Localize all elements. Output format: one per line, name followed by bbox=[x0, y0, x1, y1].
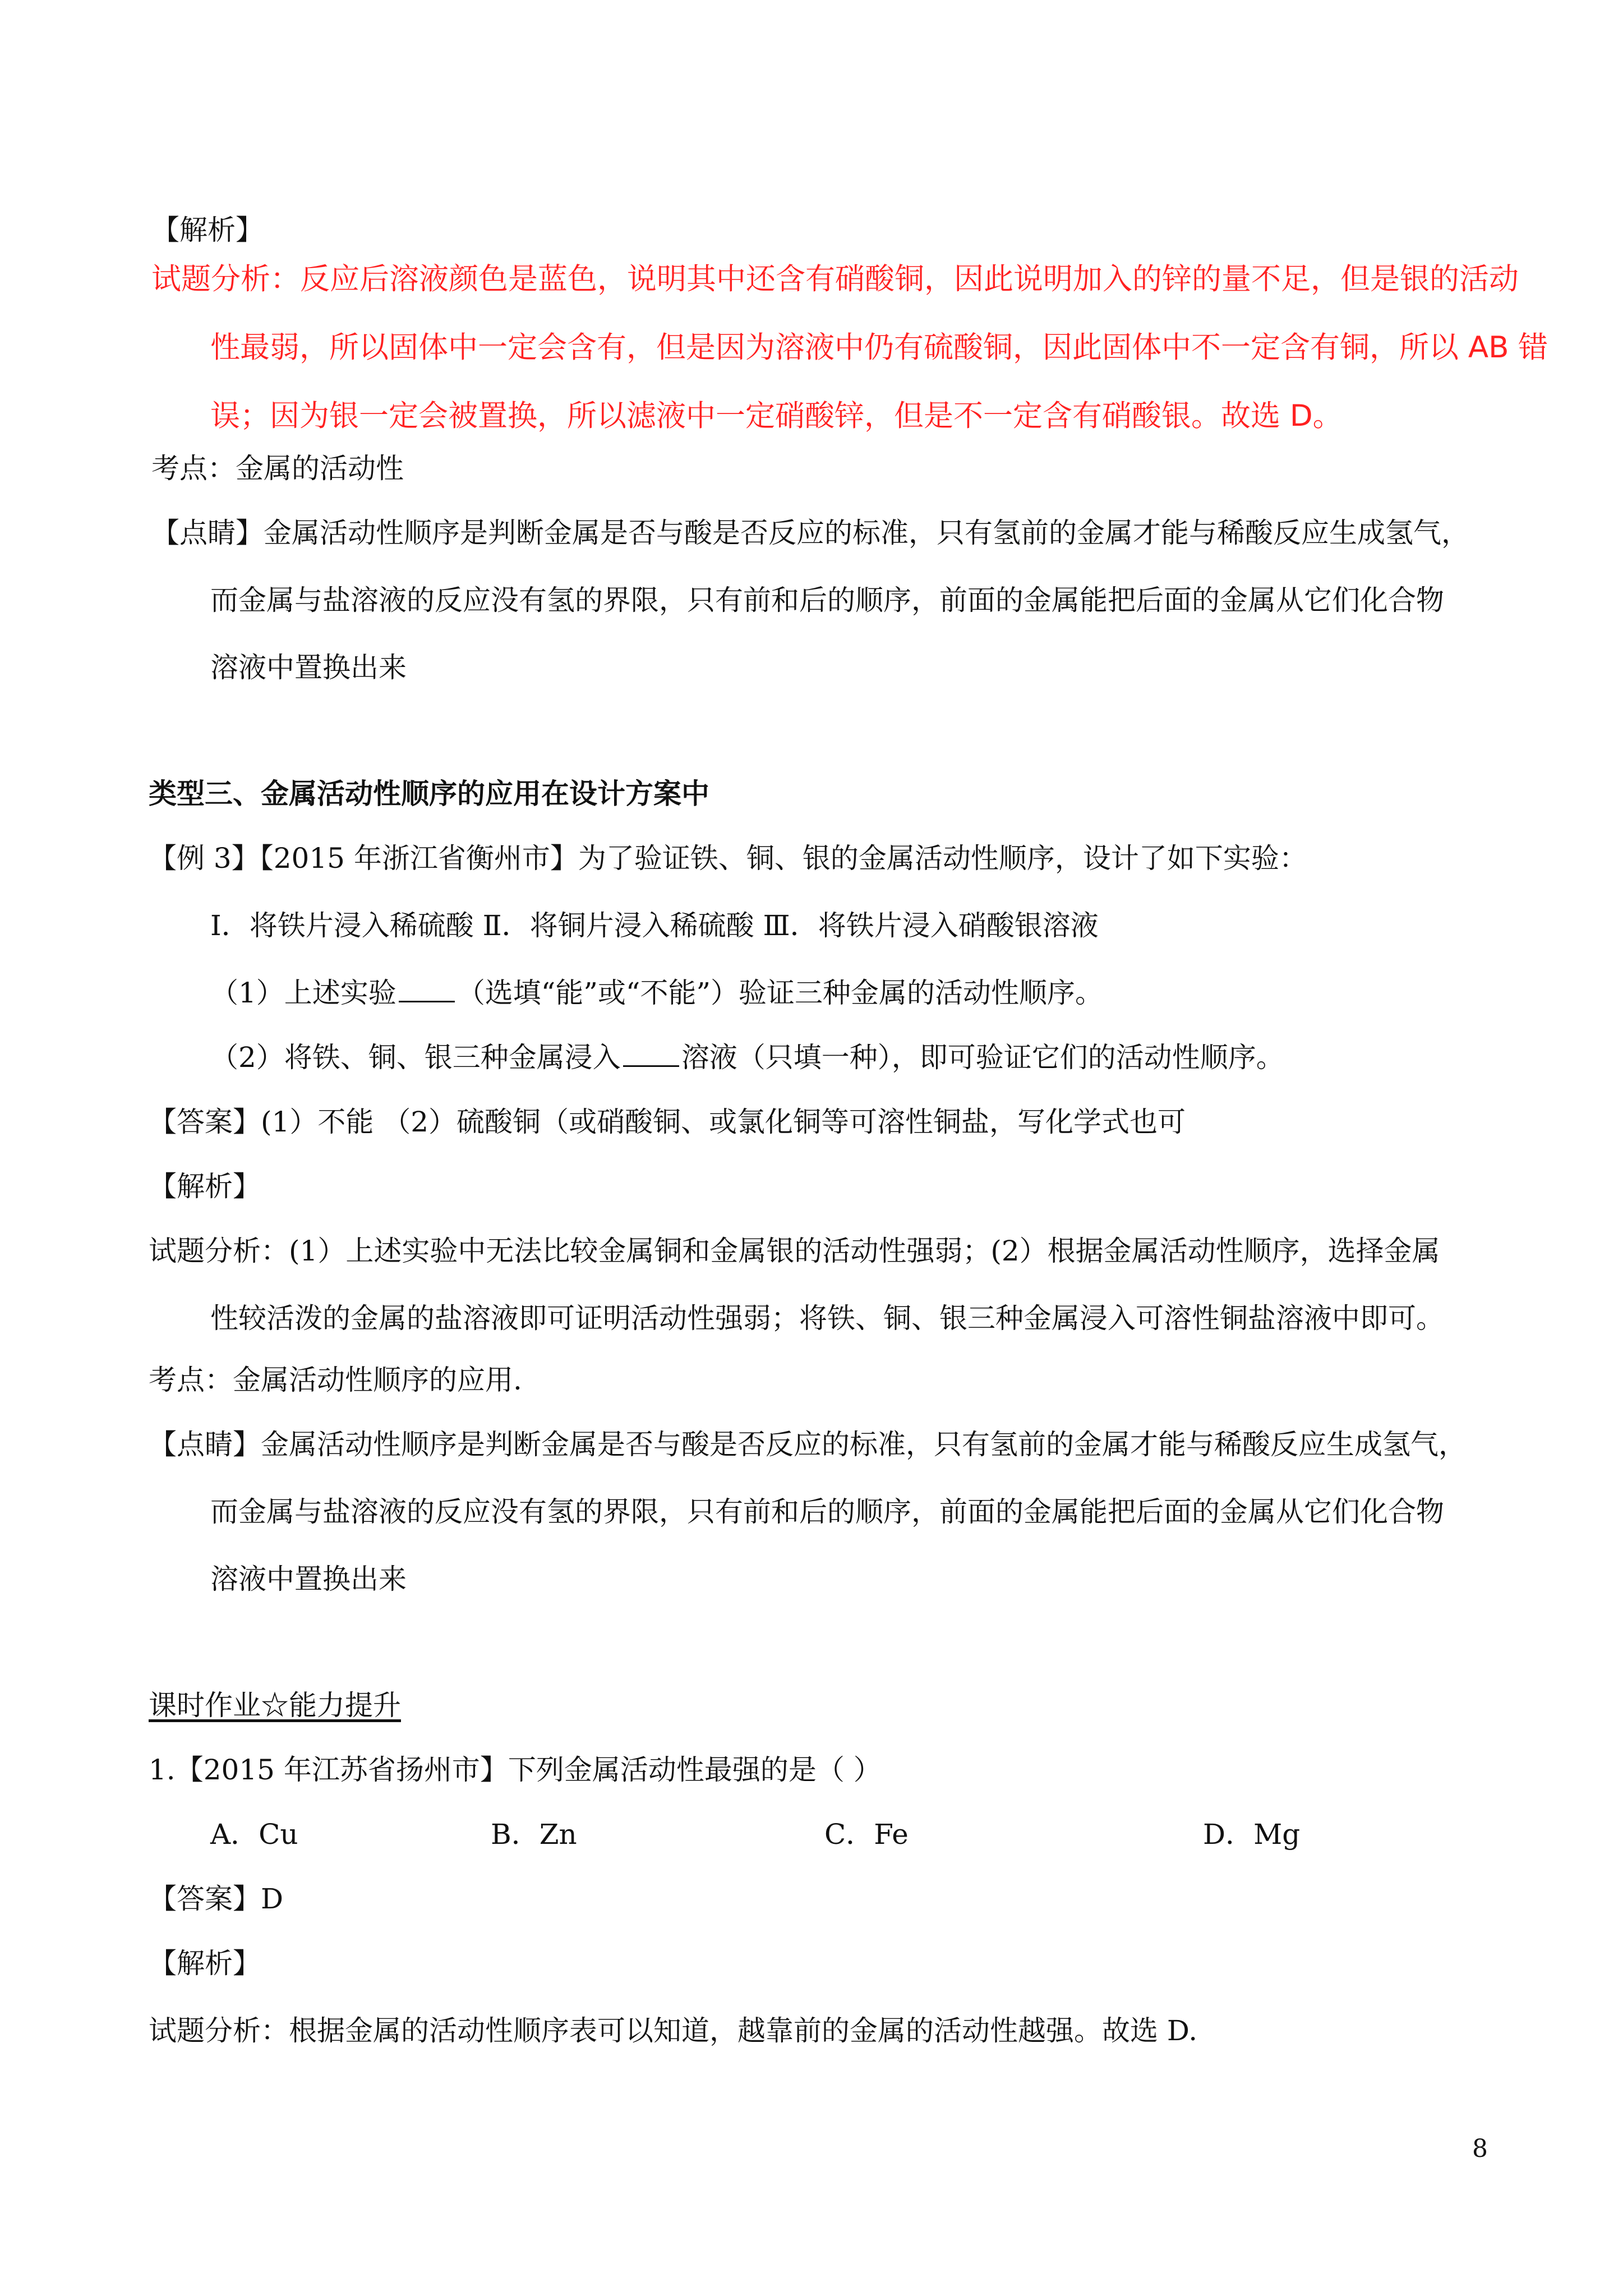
option-d: D．Mg bbox=[1203, 1818, 1301, 1851]
option-a: A．Cu bbox=[210, 1818, 298, 1851]
dianjing-2-line-1: 【点睛】金属活动性顺序是判断金属是否与酸是否反应的标准，只有氢前的金属才能与稀酸反应生成氢气， bbox=[149, 1428, 1467, 1461]
red-analysis-line-3: 误；因为银一定会被置换，所以滤液中一定硝酸锌，但是不一定含有硝酸银。故选 D。 bbox=[210, 399, 1343, 433]
section-heading-type3: 类型三、金属活动性顺序的应用在设计方案中 bbox=[149, 777, 709, 810]
analysis-2-line-2: 性较活泼的金属的盐溶液即可证明活动性强弱；将铁、铜、银三种金属浸入可溶性铜盐溶液中即可。 bbox=[210, 1302, 1444, 1335]
option-b: B．Zn bbox=[491, 1818, 577, 1851]
example-3-stem: 【例 3】【2015 年浙江省衡州市】为了验证铁、铜、银的金属活动性顺序，设计了如下实验： bbox=[149, 842, 1307, 875]
question-2-text-b: 溶液（只填一种），即可验证它们的活动性顺序。 bbox=[681, 1041, 1284, 1074]
red-analysis-line-2: 性最弱，所以固体中一定会含有，但是因为溶液中仍有硫酸铜，因此固体中不一定含有铜，所以 AB 错 bbox=[210, 330, 1548, 365]
dianjing-2-line-2: 而金属与盐溶液的反应没有氢的界限，只有前和后的顺序，前面的金属能把后面的金属从它们化合物 bbox=[210, 1496, 1444, 1528]
question-2-blank bbox=[623, 1042, 679, 1067]
question-1-text-b: （选填“能”或“不能”）验证三种金属的活动性顺序。 bbox=[457, 977, 1104, 1009]
question-2-text-a: （2）将铁、铜、银三种金属浸入 bbox=[210, 1041, 621, 1074]
question-1 bbox=[210, 976, 1103, 1010]
jiexi-label-1: 【解析】 bbox=[151, 214, 264, 246]
homework-question-1: 1.【2015 年江苏省扬州市】下列金属活动性最强的是（ ） bbox=[149, 1754, 882, 1786]
question-1-text-a: （1）上述实验 bbox=[210, 977, 396, 1009]
dianjing-1-line-3: 溶液中置换出来 bbox=[210, 651, 407, 684]
option-c: C．Fe bbox=[824, 1818, 909, 1851]
question-2 bbox=[210, 1041, 1284, 1074]
page-number: 8 bbox=[1472, 2134, 1488, 2163]
answer-example-3: 【答案】(1）不能 （2）硫酸铜（或硝酸铜、或氯化铜等可溶性铜盐，写化学式也可 bbox=[149, 1106, 1186, 1138]
homework-heading: 课时作业☆能力提升 bbox=[149, 1689, 401, 1722]
kaodian-1: 考点：金属的活动性 bbox=[151, 452, 404, 485]
jiexi-label-2: 【解析】 bbox=[149, 1170, 261, 1203]
analysis-3: 试题分析：根据金属的活动性顺序表可以知道，越靠前的金属的活动性越强。故选 D. bbox=[149, 2014, 1198, 2047]
dianjing-1-line-2: 而金属与盐溶液的反应没有氢的界限，只有前和后的顺序，前面的金属能把后面的金属从它们化合物 bbox=[210, 584, 1444, 616]
dianjing-1-line-1: 【点睛】金属活动性顺序是判断金属是否与酸是否反应的标准，只有氢前的金属才能与稀酸反应生成氢气， bbox=[151, 517, 1469, 549]
analysis-2-line-1: 试题分析：(1）上述实验中无法比较金属铜和金属银的活动性强弱；(2）根据金属活动性顺序，选择金属 bbox=[149, 1235, 1440, 1267]
answer-homework-1: 【答案】D bbox=[149, 1883, 284, 1915]
jiexi-label-3: 【解析】 bbox=[149, 1947, 261, 1980]
experiment-steps: Ⅰ．将铁片浸入稀硫酸 Ⅱ．将铜片浸入稀硫酸 Ⅲ．将铁片浸入硝酸银溶液 bbox=[210, 909, 1099, 942]
red-analysis-line-1: 试题分析：反应后溶液颜色是蓝色，说明其中还含有硝酸铜，因此说明加入的锌的量不足，但是银的活动 bbox=[151, 262, 1519, 296]
question-1-blank bbox=[399, 977, 455, 1002]
dianjing-2-line-3: 溶液中置换出来 bbox=[210, 1563, 407, 1595]
kaodian-2: 考点：金属活动性顺序的应用. bbox=[149, 1364, 522, 1396]
